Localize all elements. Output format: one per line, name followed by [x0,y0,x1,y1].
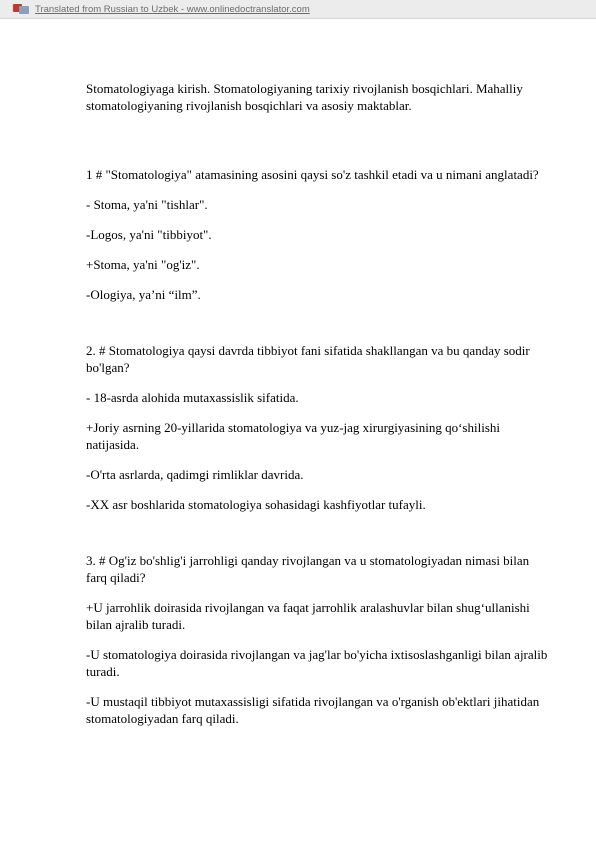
question-text: 2. # Stomatologiya qaysi davrda tibbiyot fani sifatida shakllangan va bu qanday sodir bo'lgan? [86,343,530,375]
question-block-1 [86,166,548,303]
answer-option: - Stoma, ya'ni "tishlar". [86,197,208,212]
document-body [86,80,548,766]
answer-option: +Joriy asrning 20-yillarida stomatologiya va yuz-jag xirurgiyasining qo‘shilishi natijasida. [86,420,501,452]
answer-option: -XX asr boshlarida stomatologiya sohasidagi kashfiyotlar tufayli. [86,497,426,512]
answer-option: -Ologiya, ya’ni “ilm”. [86,287,201,302]
answer-option: +Stoma, ya'ni "og'iz". [86,257,200,272]
translation-banner [0,0,596,19]
question-text: 3. # Og'iz bo'shlig'i jarrohligi qanday rivojlangan va u stomatologiyadan nimasi bilan farq qiladi? [86,553,530,585]
answer-option: -U mustaqil tibbiyot mutaxassisligi sifatida rivojlangan va o'rganish ob'ektlari jihatidan stomatologiyadan farq qiladi. [86,694,540,726]
document-heading: Stomatologiyaga kirish. Stomatologiyaning tarixiy rivojlanish bosqichlari. Mahalliy stomatologiyaning rivojlanish bosqichlari va asosiy maktablar. [86,81,523,113]
answer-option: -Logos, ya'ni "tibbiyot". [86,227,212,242]
question-block-2 [86,342,548,513]
answer-option: - 18-asrda alohida mutaxassislik sifatida. [86,390,299,405]
question-block-3 [86,552,548,727]
answer-option: -O'rta asrlarda, qadimgi rimliklar davrida. [86,467,304,482]
translate-icon [13,4,29,14]
question-text: 1 # "Stomatologiya" atamasining asosini qaysi so'z tashkil etadi va u nimani anglatadi? [86,167,539,182]
translation-banner-link[interactable]: Translated from Russian to Uzbek - www.onlinedoctranslator.com [35,3,310,15]
answer-option: +U jarrohlik doirasida rivojlangan va faqat jarrohlik aralashuvlar bilan shug‘ullanishi bilan ajralib turadi. [86,600,530,632]
answer-option: -U stomatologiya doirasida rivojlangan va jag'lar bo'yicha ixtisoslashganligi bilan ajralib turadi. [86,647,548,679]
